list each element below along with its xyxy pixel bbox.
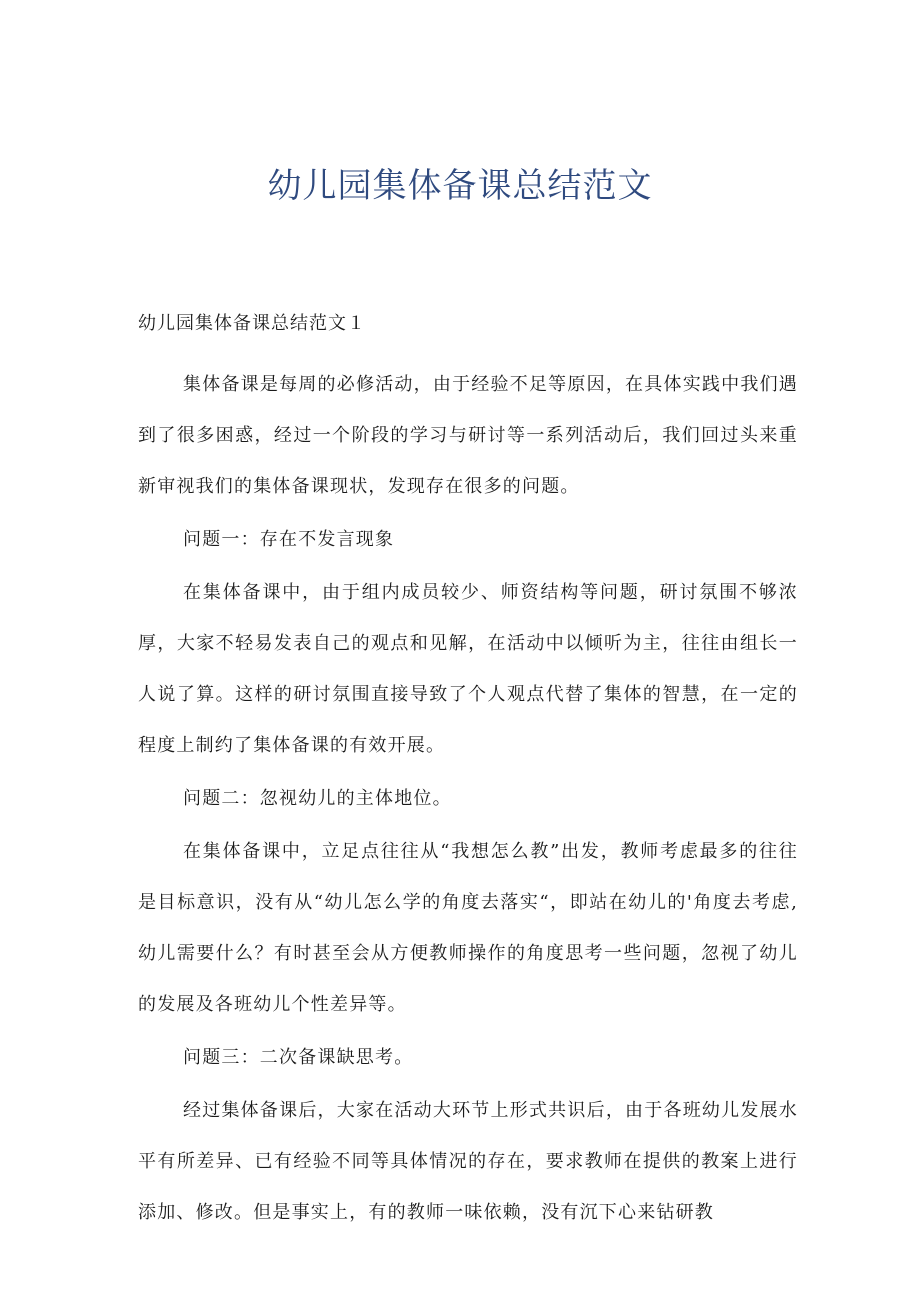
- paragraph-problem-one: 在集体备课中，由于组内成员较少、师资结构等问题，研讨氛围不够浓厚，大家不轻易发表自己的观点和见解，在活动中以倾听为主，往往由组长一人说了算。这样的研讨氛围直接导致了个人观点代替了集体的智慧，在一定的程度上制约了集体备课的有效开展。: [138, 582, 798, 756]
- problem-three-heading: 问题三：二次备课缺思考。: [183, 1047, 414, 1068]
- problem-one-heading: 问题一：存在不发言现象: [183, 529, 395, 550]
- section-heading: 幼儿园集体备课总结范文１: [138, 313, 366, 334]
- paragraph-problem-two: 在集体备课中，立足点往往从“我想怎么教”出发，教师考虑最多的往往是目标意识，没有从“幼儿怎么学的角度去落实“，即站在幼儿的'角度去考虑,幼儿需要什么？有时甚至会从方便教师操作的角度思考一些问题，忽视了幼儿的发展及各班幼儿个性差异等。: [138, 841, 798, 1015]
- problem-two-heading: 问题二：忽视幼儿的主体地位。: [183, 788, 452, 809]
- document-title: 幼儿园集体备课总结范文: [267, 166, 653, 206]
- paragraph-problem-three: 经过集体备课后，大家在活动大环节上形式共识后，由于各班幼儿发展水平有所差异、已有经验不同等具体情况的存在，要求教师在提供的教案上进行添加、修改。但是事实上，有的教师一味依赖，没有沉下心来钻研教: [138, 1100, 798, 1223]
- paragraph-intro: 集体备课是每周的必修活动，由于经验不足等原因，在具体实践中我们遇到了很多困惑，经过一个阶段的学习与研讨等一系列活动后，我们回过头来重新审视我们的集体备课现状，发现存在很多的问题。: [138, 374, 798, 497]
- document-body: [138, 311, 798, 1238]
